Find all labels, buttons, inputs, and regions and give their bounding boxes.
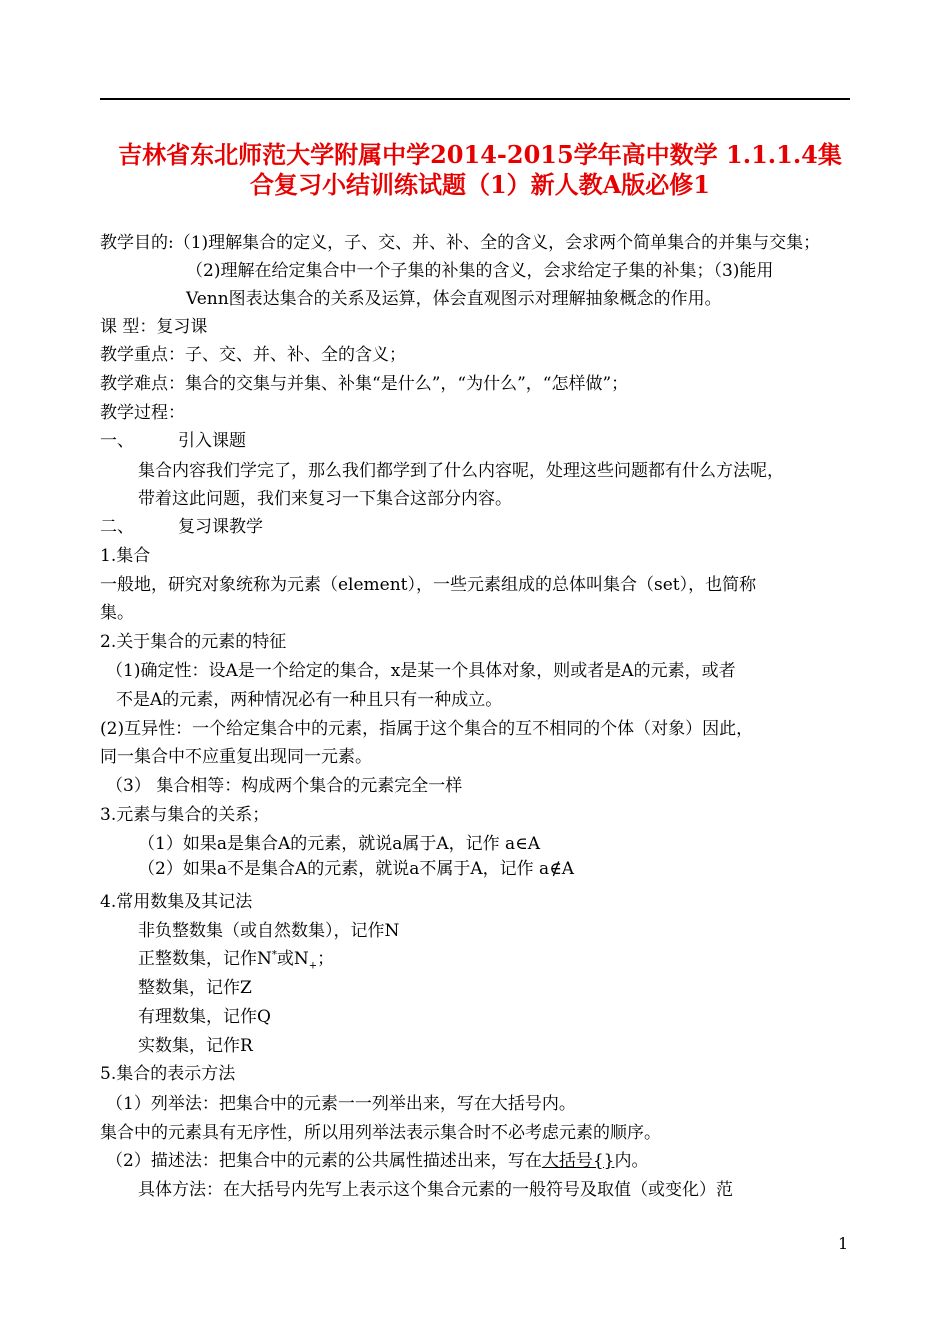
- positive-integers-plus: +: [308, 960, 318, 972]
- positive-integers-end: ；: [317, 949, 335, 969]
- certainty-line-2: 不是A的元素，两种情况必有一种且只有一种成立。: [116, 690, 503, 710]
- membership-belongs: （1）如果a是集合A的元素，就说a属于A，记作 a∈A: [138, 834, 541, 854]
- page-number: 1: [838, 1234, 849, 1253]
- set-definition-line-2: 集。: [100, 603, 134, 623]
- intro-paragraph-line-1: 集合内容我们学完了，那么我们都学到了什么内容呢，处理这些问题都有什么方法呢，: [138, 461, 784, 481]
- difficulties: 教学难点：集合的交集与并集、补集“是什么”，“为什么”，“怎样做”；: [100, 374, 629, 394]
- positive-integers: [138, 948, 334, 970]
- distinctness-line-2: 同一集合中不应重复出现同一元素。: [100, 747, 372, 767]
- unordered-note: 集合中的元素具有无序性，所以用列举法表示集合时不必考虑元素的顺序。: [100, 1123, 661, 1143]
- positive-integers-or: 或N: [276, 949, 309, 969]
- teaching-goal-1: 教学目的:（1)理解集合的定义，子、交、并、补、全的含义，会求两个简单集合的并集与交集；: [100, 233, 821, 253]
- section-2-number: 二、: [100, 517, 134, 537]
- teaching-goal-2: （2)理解在给定集合中一个子集的补集的含义，会求给定子集的补集；（3)能用: [186, 261, 774, 281]
- document-title-line-1: 吉林省东北师范大学附属中学2014-2015学年高中数学 1.1.1.4集: [118, 140, 842, 169]
- real-numbers: 实数集，记作R: [138, 1036, 253, 1056]
- heading-5: 5.集合的表示方法: [100, 1064, 236, 1084]
- heading-4: 4.常用数集及其记法: [100, 892, 253, 912]
- lesson-type: 课 型：复习课: [100, 317, 208, 337]
- description-method: [106, 1150, 648, 1172]
- membership-not-belongs-set: A: [561, 859, 575, 879]
- positive-integers-text: 正整数集，记作N: [138, 949, 272, 969]
- enumeration-method: （1）列举法：把集合中的元素一一列举出来，写在大括号内。: [106, 1094, 576, 1114]
- braces-underlined: 大括号{}: [541, 1151, 615, 1171]
- document-title-line-2: 合复习小结训练试题（1）新人教A版必修1: [249, 170, 711, 199]
- set-definition-line-1: 一般地，研究对象统称为元素（element），一些元素组成的总体叫集合（set），也简称: [100, 575, 757, 595]
- process-heading: 教学过程：: [100, 403, 185, 423]
- heading-1: 1.集合: [100, 546, 151, 566]
- heading-3: 3.元素与集合的关系；: [100, 805, 270, 825]
- heading-2: 2.关于集合的元素的特征: [100, 632, 287, 652]
- intro-paragraph-line-2: 带着这此问题，我们来复习一下集合这部分内容。: [138, 489, 512, 509]
- header-rule: [100, 98, 850, 100]
- natural-numbers: 非负整数集（或自然数集），记作N: [138, 921, 400, 941]
- description-method-end: 内。: [614, 1151, 649, 1171]
- section-2-title: 复习课教学: [178, 517, 263, 537]
- description-method-text: （2）描述法：把集合中的元素的公共属性描述出来，写在: [106, 1151, 542, 1171]
- distinctness-line-1: (2)互异性：一个给定集合中的元素，指属于这个集合的互不相同的个体（对象）因此，: [100, 719, 754, 739]
- specific-method: 具体方法：在大括号内先写上表示这个集合元素的一般符号及取值（或变化）范: [138, 1180, 733, 1200]
- rational-numbers: 有理数集，记作Q: [138, 1007, 271, 1027]
- not-element-of-symbol: ∉: [549, 859, 562, 879]
- section-1-number: 一、: [100, 431, 134, 451]
- set-equality: （3） 集合相等：构成两个集合的元素完全一样: [106, 776, 463, 796]
- membership-not-belongs-text: （2）如果a不是集合A的元素，就说a不属于A，记作 a: [138, 859, 550, 879]
- certainty-line-1: （1)确定性：设A是一个给定的集合，x是某一个具体对象，则或者是A的元素，或者: [106, 661, 736, 681]
- positive-integers-star: *: [271, 949, 277, 961]
- teaching-goal-3: Venn图表达集合的关系及运算，体会直观图示对理解抽象概念的作用。: [186, 289, 722, 309]
- integers: 整数集，记作Z: [138, 978, 252, 998]
- key-points: 教学重点：子、交、并、补、全的含义；: [100, 345, 406, 365]
- membership-not-belongs: [138, 858, 574, 880]
- section-1-title: 引入课题: [178, 431, 246, 451]
